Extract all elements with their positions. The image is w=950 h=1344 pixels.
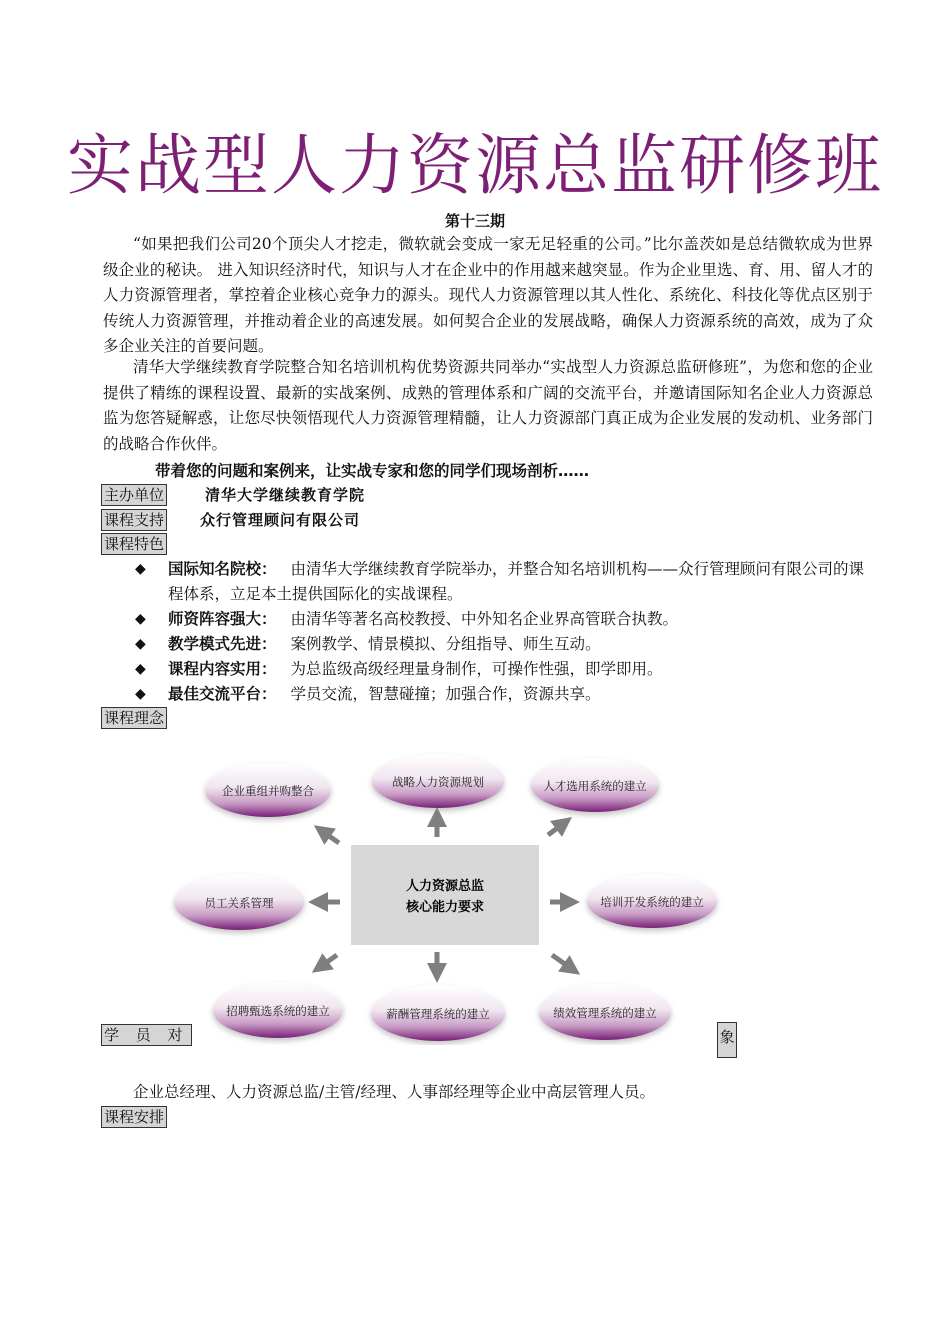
features-list: [135, 557, 870, 707]
slogan: 带着您的问题和案例来，让实战专家和您的同学们现场剖析……: [155, 462, 590, 480]
feature-text: 学员交流，智慧碰撞；加强合作，资源共享。: [290, 685, 601, 703]
list-item: [135, 557, 870, 607]
list-item: [135, 607, 870, 632]
feature-text: 案例教学、情景模拟、分组指导、师生互动。: [290, 635, 601, 653]
node-top-left: 企业重组并购整合: [222, 784, 314, 798]
list-item: [135, 682, 870, 707]
arrow-icon: [548, 823, 564, 835]
node-left: 员工关系管理: [204, 896, 274, 910]
center-line-1: 人力资源总监: [405, 879, 485, 894]
diamond-bullet-icon: ◆: [135, 561, 146, 577]
node-bottom: 薪酬管理系统的建立: [386, 1007, 490, 1021]
feature-key: 国际知名院校：: [168, 560, 277, 578]
feature-text: 由清华等著名高校教授、中外知名企业界高管联合执教。: [290, 610, 679, 628]
center-box: [351, 845, 539, 945]
list-item: [135, 657, 870, 682]
feature-key: 师资阵容强大：: [168, 610, 277, 628]
audience-label: 学 员 对: [101, 1024, 192, 1046]
issue-number: 第十三期: [444, 212, 505, 230]
support-value: 众行管理顾问有限公司: [200, 511, 361, 529]
node-top: 战略人力资源规划: [392, 775, 484, 789]
node-bottom-left: 招聘甄选系统的建立: [226, 1004, 330, 1018]
organizer-value: 清华大学继续教育学院: [205, 486, 366, 504]
feature-key: 课程内容实用：: [168, 660, 277, 678]
arrow-icon: [552, 955, 572, 969]
list-item: [135, 632, 870, 657]
audience-text: 企业总经理、人力资源总监/主管/经理、人事部经理等企业中高层管理人员。: [133, 1083, 655, 1101]
feature-text: 为总监级高级经理量身制作，可操作性强，即学即用。: [290, 660, 663, 678]
feature-key: 最佳交流平台：: [168, 685, 277, 703]
center-line-2: 核心能力要求: [405, 900, 485, 915]
arrow-icon: [320, 955, 337, 967]
diamond-bullet-icon: ◆: [135, 636, 146, 652]
intro-paragraph-2: 清华大学继续教育学院整合知名培训机构优势资源共同举办“实战型人力资源总监研修班”，为您和您的企业提供了精练的课程设置、最新的实战案例、成熟的管理体系和广阔的交流平台，并邀请国际知名企业人力资源总监为您答疑解惑，让您尽快领悟现代人力资源管理精髓，让人力资源部门真正成为企业发展的发动机、业务部门的战略合作伙伴。: [103, 358, 873, 453]
support-label: 课程支持: [101, 509, 167, 531]
philosophy-label: 课程理念: [101, 707, 167, 729]
node-top-right: 人才选用系统的建立: [543, 779, 647, 793]
organizer-label: 主办单位: [101, 484, 167, 506]
diamond-bullet-icon: ◆: [135, 611, 146, 627]
node-right: 培训开发系统的建立: [600, 895, 704, 909]
diamond-bullet-icon: ◆: [135, 686, 146, 702]
features-label: 课程特色: [101, 533, 167, 555]
node-bottom-right: 绩效管理系统的建立: [553, 1006, 657, 1020]
schedule-label: 课程安排: [101, 1106, 167, 1128]
intro-paragraph-1: “如果把我们公司20个顶尖人才挖走，微软就会变成一家无足轻重的公司。”比尔盖茨如是总结微软成为世界级企业的秘诀。 进入知识经济时代，知识与人才在企业中的作用越来越突显。作为企业里选、育、用、留人才的人力资源管理者，掌控着企业核心竞争力的源头。现代人力资源管理以其人性化、系统化、科技化等优点区别于传统人力资源管理，并推动着企业的高速发展。如何契合企业的发展战略，确保人力资源系统的高效，成为了众多企业关注的首要问题。: [103, 235, 873, 355]
feature-key: 教学模式先进：: [168, 635, 277, 653]
arrow-icon: [322, 831, 339, 843]
diamond-bullet-icon: ◆: [135, 661, 146, 677]
audience-label-end: 象: [717, 1022, 737, 1058]
hr-competency-diagram: [150, 745, 740, 1045]
feature-text: 由清华大学继续教育学院举办，并整合知名培训机构——众行管理顾问有限公司的课程体系，立足本土提供国际化的实战课程。: [168, 560, 865, 603]
page-title: 实战型人力资源总监研修班: [67, 127, 883, 204]
